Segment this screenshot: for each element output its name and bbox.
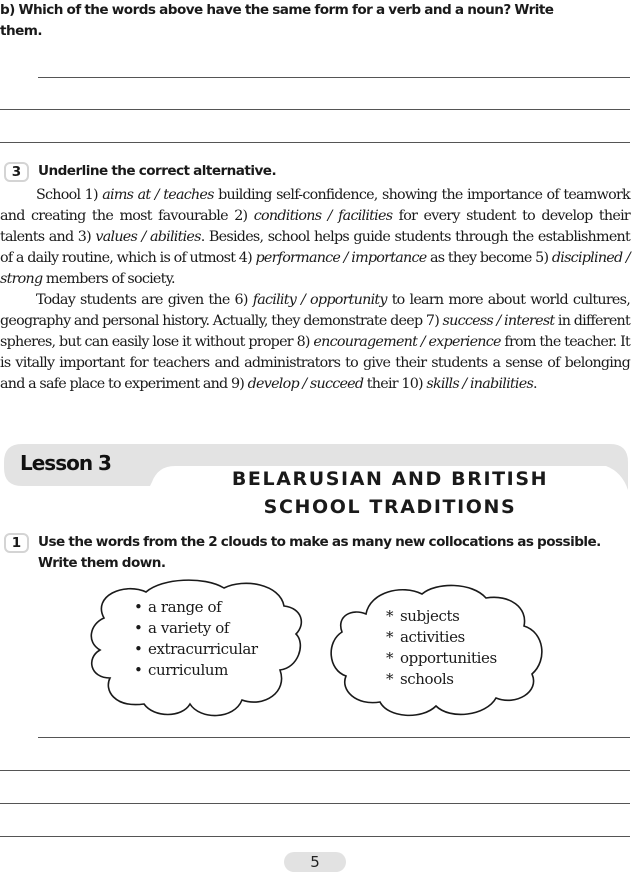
cloud-left-item: • extracurricular	[134, 640, 258, 658]
cloud-right-item: * activities	[386, 628, 465, 646]
asterisk-icon: *	[386, 628, 394, 646]
text-segment: members of society.	[42, 271, 175, 287]
task-b-prompt: b) Which of the words above have the same form for a verb and a noun? Write them.	[0, 2, 554, 39]
bullet-icon: •	[134, 661, 143, 679]
exercise-3-text	[0, 185, 630, 395]
cloud-right-item: * subjects	[386, 607, 460, 625]
text-segment: for every student to develop their talents and 3)	[0, 208, 630, 245]
exercise-3-paragraph-2	[0, 290, 630, 395]
lesson-label: Lesson 3	[20, 451, 111, 475]
text-segment: Today students are given the 6)	[36, 292, 253, 308]
answer-line[interactable]	[0, 803, 630, 804]
asterisk-icon: *	[386, 607, 394, 625]
text-segment: their 10)	[363, 376, 427, 392]
alternative-choice[interactable]: values / abilities	[95, 229, 201, 245]
text-segment: to learn more about world cultures, geography and personal history. Actually, they demonstrate deep 7)	[0, 292, 631, 329]
bullet-icon: •	[134, 619, 143, 637]
text-segment: from the teacher. It is vitally important for teachers and administrators to give their students a sense of belonging and a safe place to experiment and 9)	[0, 334, 630, 392]
answer-line[interactable]	[0, 109, 630, 110]
bullet-icon: •	[134, 598, 143, 616]
lesson-title-line-1: BELARUSIAN AND BRITISH	[231, 468, 549, 490]
alternative-choice[interactable]: success / interest	[442, 313, 555, 329]
cloud-left-item: • curriculum	[134, 661, 228, 679]
exercise-number-badge: 1	[4, 533, 29, 553]
exercise-1-instruction-line-2: Write them down.	[38, 555, 166, 571]
text-segment: . Besides, school helps guide students through the establishment of a daily routine, which is of utmost 4)	[0, 229, 630, 266]
asterisk-icon: *	[386, 649, 394, 667]
cloud-left-item: • a variety of	[134, 619, 230, 637]
answer-line[interactable]	[0, 142, 630, 143]
cloud-right-item: * opportunities	[386, 649, 497, 667]
bullet-icon: •	[134, 640, 143, 658]
alternative-choice[interactable]: disciplined / strong	[0, 250, 630, 287]
alternative-choice[interactable]: conditions / facilities	[253, 208, 393, 224]
text-segment: building self-confidence, showing the importance of teamwork and creating the most favourable 2)	[0, 187, 630, 224]
answer-line[interactable]	[0, 836, 630, 837]
exercise-1-instruction	[38, 532, 632, 574]
alternative-choice[interactable]: facility / opportunity	[252, 292, 387, 308]
text-segment: School 1)	[36, 187, 103, 203]
asterisk-icon: *	[386, 670, 394, 688]
cloud-right-item: * schools	[386, 670, 454, 688]
page-number: 5	[284, 852, 346, 872]
answer-line[interactable]	[0, 770, 630, 771]
alternative-choice[interactable]: aims at / teaches	[102, 187, 214, 203]
alternative-choice[interactable]: develop / succeed	[247, 376, 364, 392]
text-segment: .	[533, 376, 537, 392]
alternative-choice[interactable]: skills / inabilities	[426, 376, 534, 392]
answer-line[interactable]	[38, 77, 630, 78]
exercise-number-badge: 3	[4, 162, 29, 182]
text-segment: as they become 5)	[426, 250, 552, 266]
text-segment: in different spheres, but can easily lose it without proper 8)	[0, 313, 630, 350]
alternative-choice[interactable]: performance / importance	[255, 250, 427, 266]
exercise-3-paragraph-1	[0, 185, 630, 290]
lesson-title	[200, 465, 580, 521]
cloud-left-item: • a range of	[134, 598, 222, 616]
exercise-3-instruction: Underline the correct alternative.	[38, 163, 277, 179]
alternative-choice[interactable]: encouragement / experience	[313, 334, 501, 350]
cloud-right-list	[386, 606, 497, 690]
cloud-left-list	[134, 597, 258, 681]
answer-line[interactable]	[38, 737, 630, 738]
lesson-title-line-2: SCHOOL TRADITIONS	[263, 496, 517, 518]
exercise-1-instruction-line-1: Use the words from the 2 clouds to make as many new collocations as possible.	[38, 534, 601, 550]
